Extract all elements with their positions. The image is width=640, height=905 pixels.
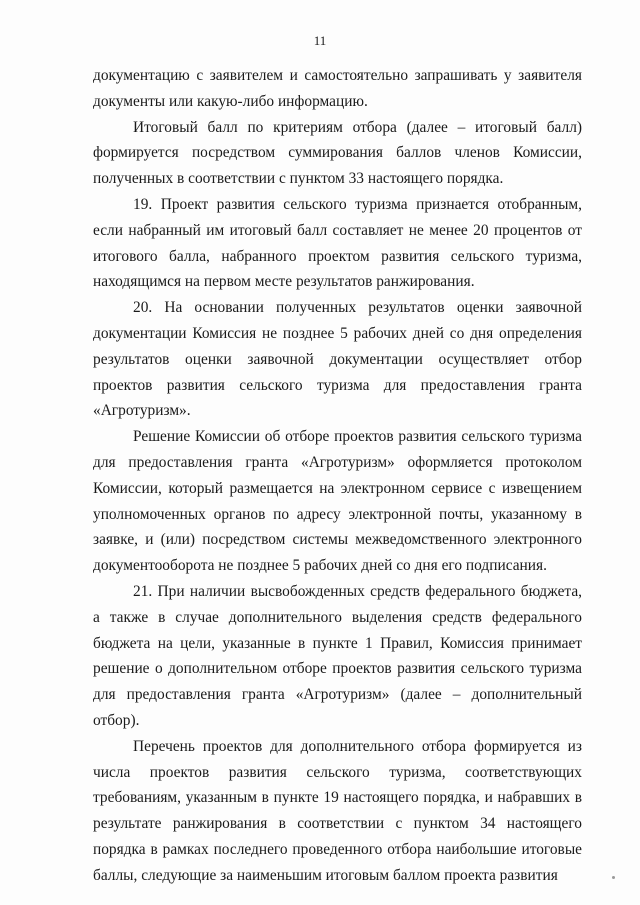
paragraph-item-19: 19. Проект развития сельского туризма признается отобранным, если набранный им итоговый балл составляет не менее 20 процентов от итогового балла, набранного проектом развития сельского туризма, находящимся на первом месте результатов ранжирования. bbox=[93, 195, 582, 291]
paragraph-final-score-definition: Итоговый балл по критериям отбора (далее – итоговый балл) формируется посредством суммирования баллов членов Комиссии, полученных в соответствии с пунктом 33 настоящего порядка. bbox=[93, 118, 582, 188]
paragraph-item-20: 20. На основании полученных результатов оценки заявочной документации Комиссия не позднее 5 рабочих дней со дня определения результатов оценки заявочной документации осуществляет отбор проектов развития сельского туризма для предоставления гранта «Агротуризм». bbox=[93, 299, 582, 420]
paragraph-commission-decision: Решение Комиссии об отборе проектов развития сельского туризма для предоставления гранта «Агротуризм» оформляется протоколом Комиссии, который размещается на электронном сервисе с извещением уполномоченных органов по адресу электронной почты, указанному в заявке, и (или) посредством системы межведомственного электронного документооборота не позднее 5 рабочих дней со дня его подписания. bbox=[93, 428, 582, 575]
paragraph-continuation: документацию с заявителем и самостоятельно запрашивать у заявителя документы или какую-либо информацию. bbox=[93, 67, 582, 110]
paragraph-item-21: 21. При наличии высвобожденных средств федерального бюджета, а также в случае дополнительного выделения средств федерального бюджета на цели, указанные в пункте 1 Правил, Комиссия принимает решение о дополнительном отборе проектов развития сельского туризма для предоставления гранта «Агротуризм» (далее – дополнительный отбор). bbox=[93, 582, 582, 729]
scan-speck bbox=[612, 876, 615, 879]
paragraph-additional-selection-list: Перечень проектов для дополнительного отбора формируется из числа проектов развития сельского туризма, соответствующих требованиям, указанным в пункте 19 настоящего порядка, и набравших в результате ранжирования в соответствии с пунктом 34 настоящего порядка в рамках последнего проведенного отбора наибольшие итоговые баллы, следующие за наименьшим итоговым баллом проекта развития bbox=[93, 737, 582, 884]
page-number: 11 bbox=[313, 33, 327, 48]
document-body bbox=[93, 63, 582, 889]
